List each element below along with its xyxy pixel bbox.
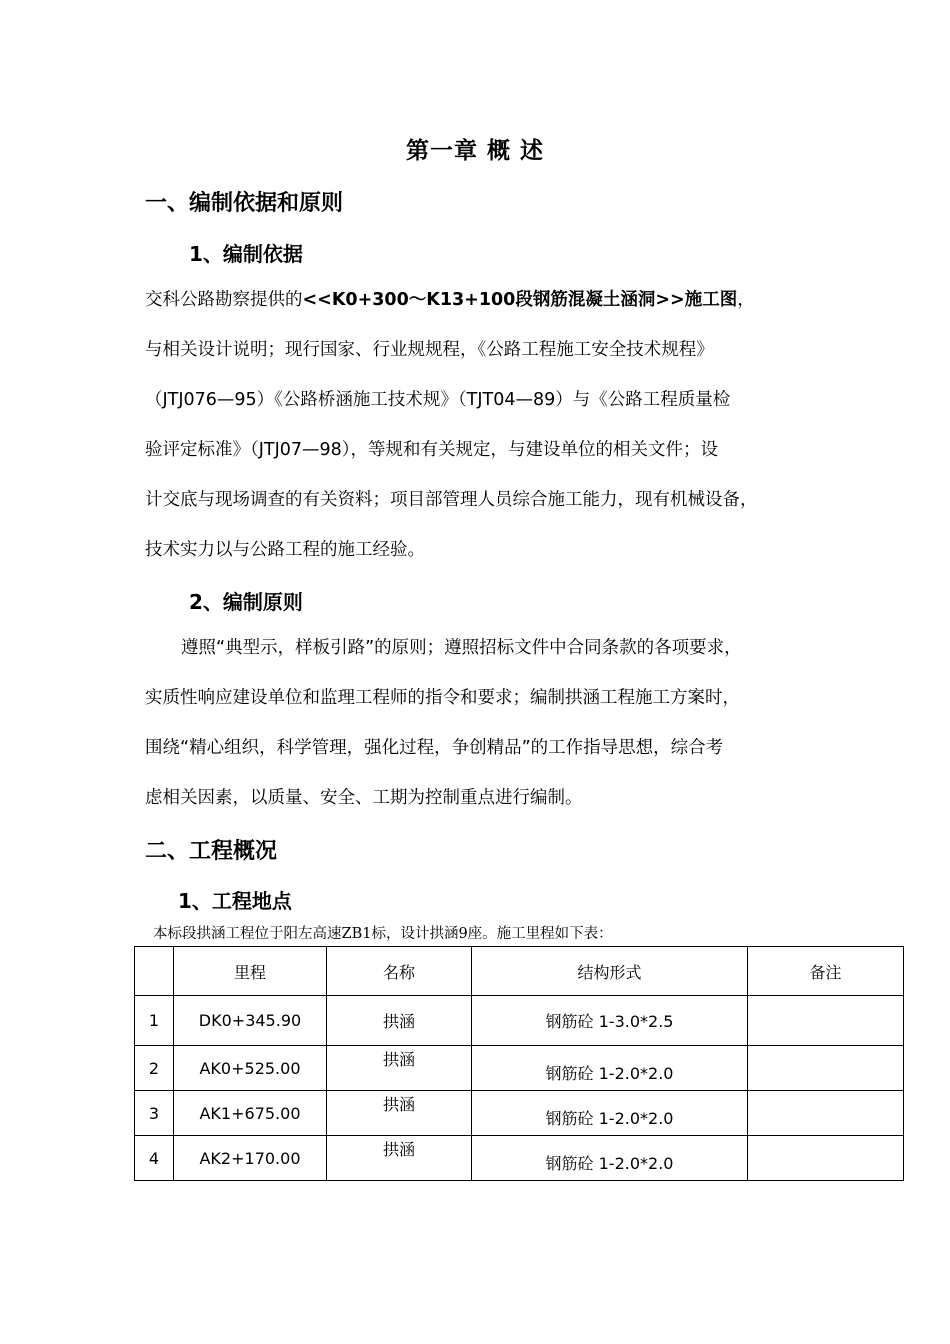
header-mileage: 里程	[174, 947, 327, 996]
table-row	[135, 1046, 904, 1091]
row-name-text: 拱涵	[382, 1094, 415, 1114]
chapter-title: 第一章 概 述	[405, 138, 544, 164]
table-row	[135, 996, 904, 1046]
table-row	[135, 1136, 904, 1181]
section2-heading: 二、工程概况	[145, 839, 278, 864]
principle-line-1: 遵照“典型示，样板引路”的原则；遵照招标文件中合同条款的各项要求，	[181, 638, 742, 658]
row-structure	[472, 1091, 748, 1136]
row-name	[327, 996, 472, 1046]
basis-line-4: 验评定标准》（JTJ07—98），等规和有关规定，与建设单位的相关文件；设	[145, 440, 719, 460]
row-mileage: DK0+345.90	[174, 996, 327, 1046]
basis-line-1	[145, 275, 835, 325]
section1-sub2-heading: 2、编制原则	[189, 590, 303, 614]
header-remarks: 备注	[748, 947, 904, 996]
header-structure: 结构形式	[472, 947, 748, 996]
row-remarks	[748, 996, 904, 1046]
row-remarks	[748, 1091, 904, 1136]
basis-line-3: （JTJ076—95）《公路桥涵施工技术规》（TJT04—89）与《公路工程质量检	[145, 390, 731, 410]
basis-line-1-pre: 交科公路勘察提供的	[145, 290, 303, 310]
mileage-table	[134, 946, 904, 1181]
basis-paragraph	[145, 275, 835, 575]
row-structure-text: 钢筋砼 1-2.0*2.0	[545, 1153, 674, 1173]
row-remarks	[748, 1136, 904, 1181]
row-structure	[472, 1046, 748, 1091]
table-header-row	[135, 947, 904, 996]
section2-sub1-heading: 1、工程地点	[178, 889, 292, 913]
principle-line-3: 围绕“精心组织，科学管理，强化过程，争创精品”的工作指导思想，综合考	[145, 738, 724, 758]
row-structure-text: 钢筋砼 1-3.0*2.5	[545, 1012, 674, 1031]
row-remarks	[748, 1046, 904, 1091]
basis-line-6: 技术实力以与公路工程的施工经验。	[145, 540, 425, 560]
principle-paragraph	[145, 623, 835, 823]
row-structure	[472, 996, 748, 1046]
row-name-text: 拱涵	[382, 1012, 415, 1031]
header-index	[135, 947, 174, 996]
section1-heading: 一、编制依据和原则	[145, 191, 344, 216]
row-name	[327, 1046, 472, 1091]
drawing-title: <<K0+300～K13+100段钢筋混凝土涵洞>>施工图	[302, 290, 738, 310]
section1-sub1-heading: 1、编制依据	[189, 242, 303, 266]
row-index: 2	[135, 1046, 174, 1091]
header-name: 名称	[327, 947, 472, 996]
project-location-note: 本标段拱涵工程位于阳左高速ZB1标，设计拱涵9座。施工里程如下表：	[153, 926, 613, 942]
basis-line-1-post: ，	[737, 290, 755, 310]
basis-line-2: 与相关设计说明；现行国家、行业规规程，《公路工程施工安全技术规程》	[145, 340, 714, 360]
basis-line-5: 计交底与现场调查的有关资料；项目部管理人员综合施工能力，现有机械设备，	[145, 490, 758, 510]
table-row	[135, 1091, 904, 1136]
row-index: 1	[135, 996, 174, 1046]
row-name-text: 拱涵	[382, 1049, 415, 1069]
row-name	[327, 1091, 472, 1136]
principle-line-4: 虑相关因素，以质量、安全、工期为控制重点进行编制。	[145, 788, 583, 808]
row-name-text: 拱涵	[382, 1139, 415, 1159]
row-index: 3	[135, 1091, 174, 1136]
row-mileage: AK0+525.00	[174, 1046, 327, 1091]
row-structure-text: 钢筋砼 1-2.0*2.0	[545, 1063, 674, 1083]
row-index: 4	[135, 1136, 174, 1181]
row-structure-text: 钢筋砼 1-2.0*2.0	[545, 1108, 674, 1128]
row-mileage: AK1+675.00	[174, 1091, 327, 1136]
row-name	[327, 1136, 472, 1181]
row-mileage: AK2+170.00	[174, 1136, 327, 1181]
row-structure	[472, 1136, 748, 1181]
principle-line-2: 实质性响应建设单位和监理工程师的指令和要求；编制拱涵工程施工方案时，	[145, 688, 740, 708]
